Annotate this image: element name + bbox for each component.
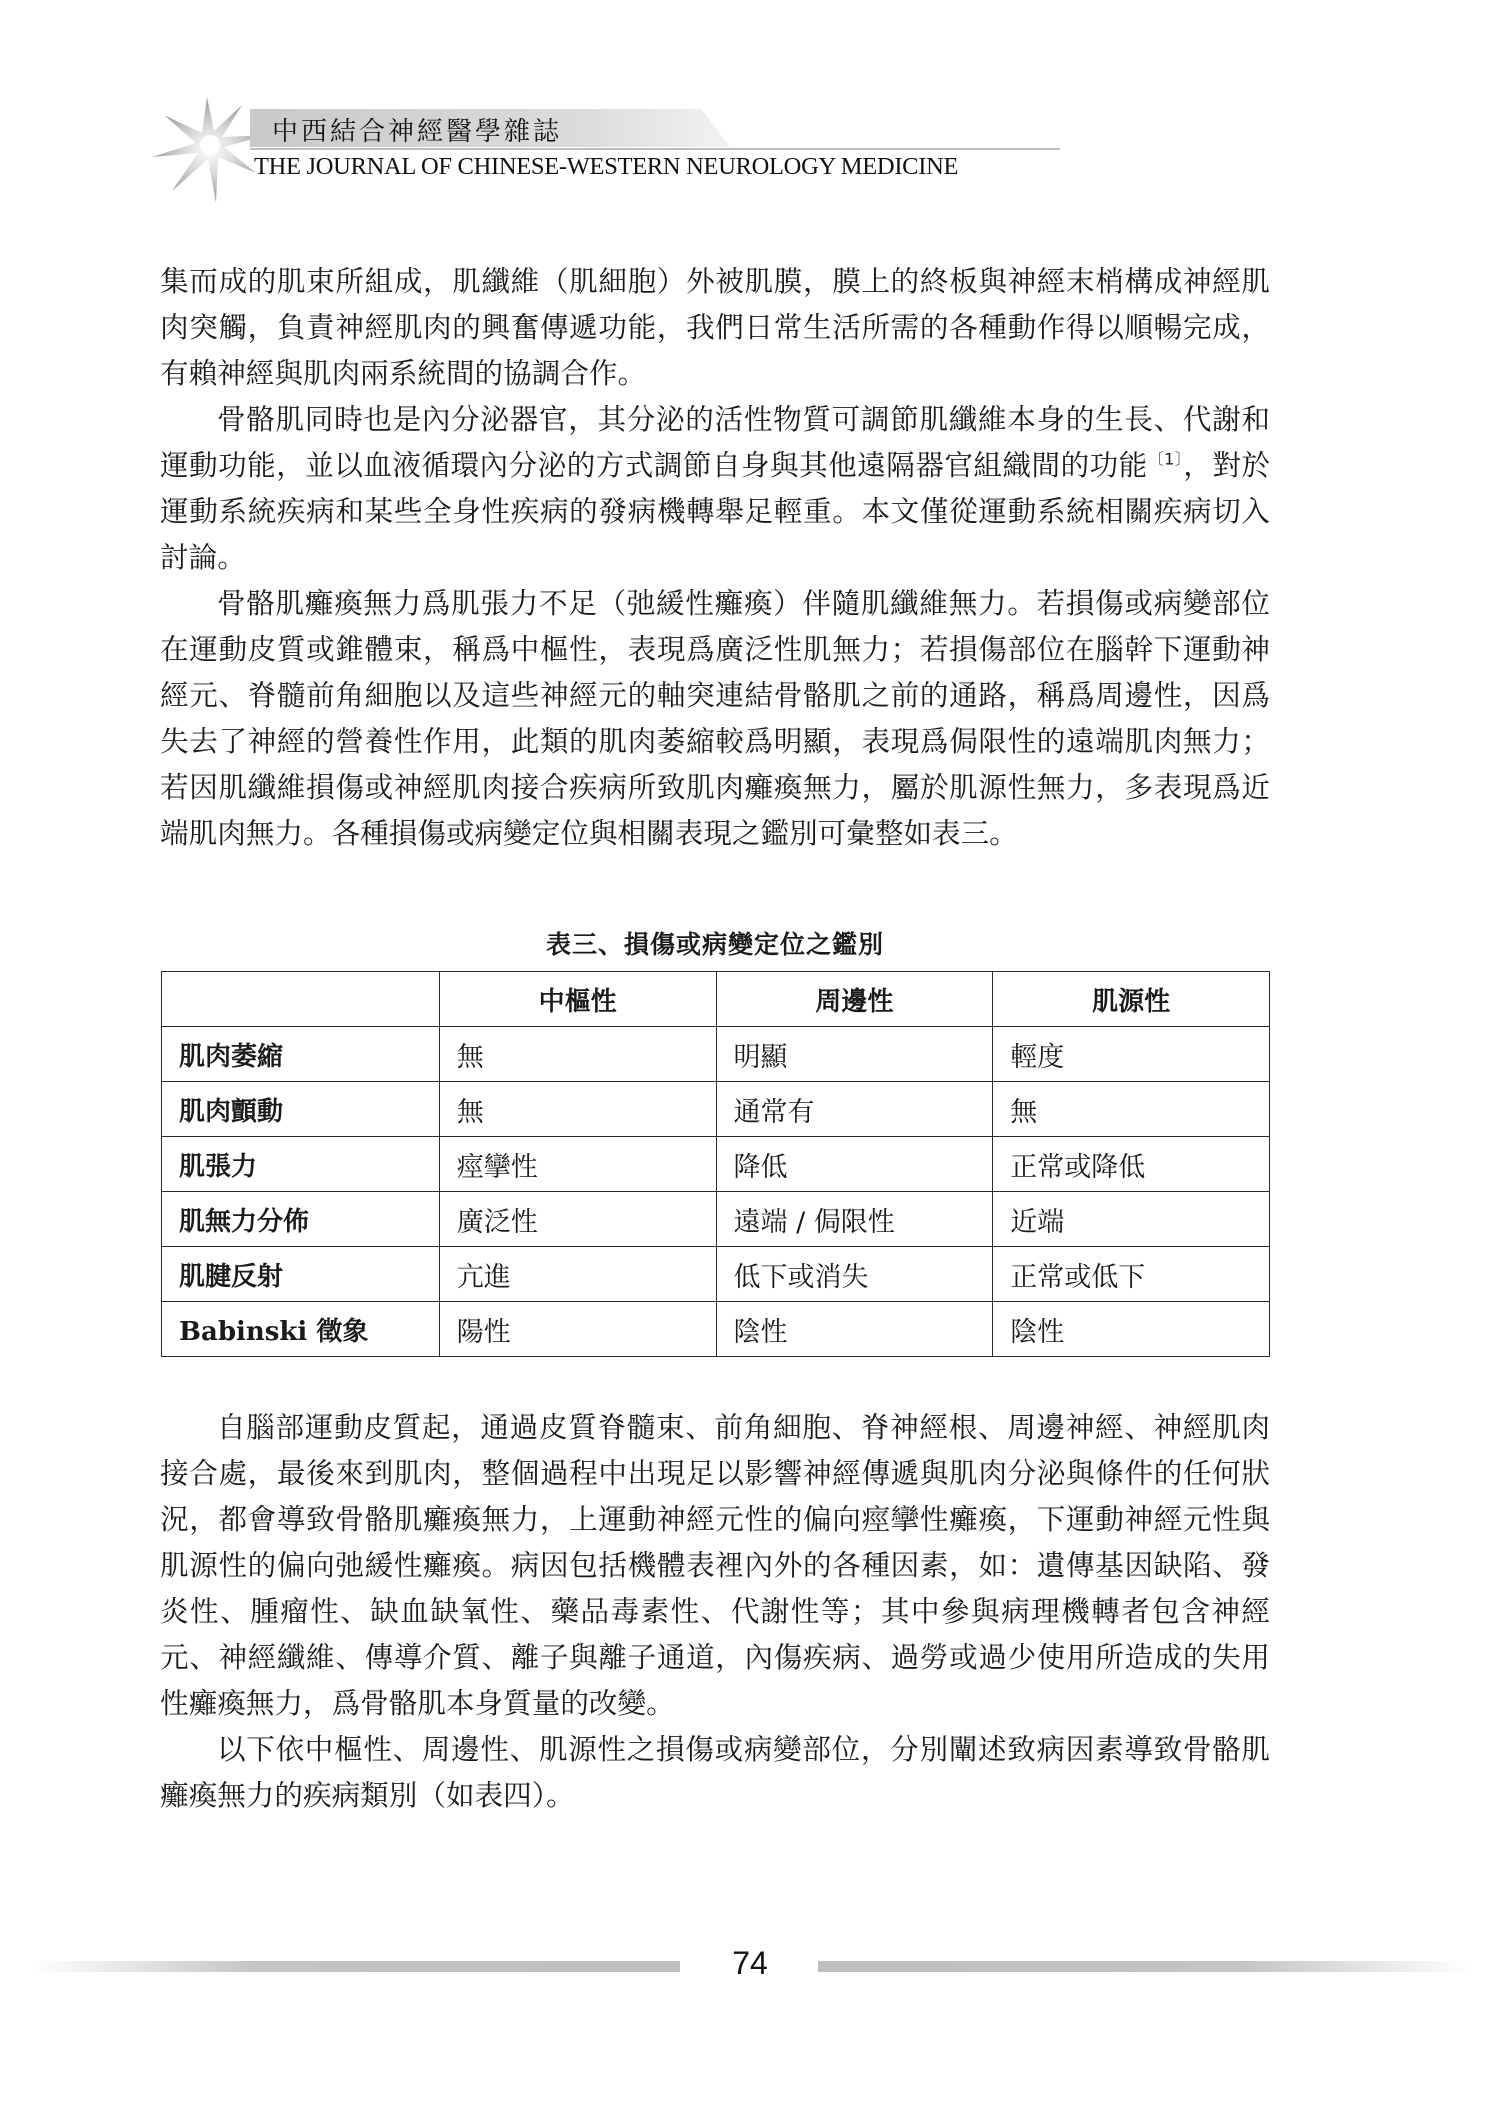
journal-title-english: THE JOURNAL OF CHINESE-WESTERN NEUROLOGY MEDICINE [254,153,959,180]
paragraph: 自腦部運動皮質起，通過皮質脊髓束、前角細胞、脊神經根、周邊神經、神經肌肉接合處，最後來到肌肉，整個過程中出現足以影響神經傳遞與肌肉分泌與條件的任何狀況，都會導致骨骼肌癱瘓無力，上運動神經元性的偏向痙攣性癱瘓，下運動神經元性與肌源性的偏向弛緩性癱瘓。病因包括機體表裡內外的各種因素，如：遺傳基因缺陷、發炎性、腫瘤性、缺血缺氧性、藥品毒素性、代謝性等；其中參與病理機轉者包含神經元、神經纖維、傳導介質、離子與離子通道，內傷疾病、過勞或過少使用所造成的失用性癱瘓無力，爲骨骼肌本身質量的改變。 [160,1410,1270,1720]
footer-rule-left [30,1961,680,1972]
table-cell: 近端 [993,1192,1270,1247]
table-cell: 低下或消失 [716,1247,993,1302]
table-row [162,1082,1270,1137]
row-header: 肌張力 [162,1137,440,1192]
header-divider [250,148,1060,150]
paragraph: 骨骼肌癱瘓無力爲肌張力不足（弛緩性癱瘓）伴隨肌纖維無力。若損傷或病變部位在運動皮質或錐體束，稱爲中樞性，表現爲廣泛性肌無力；若損傷部位在腦幹下運動神經元、脊髓前角細胞以及這些神經元的軸突連結骨骼肌之前的通路，稱爲周邊性，因爲失去了神經的營養性作用，此類的肌肉萎縮較爲明顯，表現爲侷限性的遠端肌肉無力；若因肌纖維損傷或神經肌肉接合疾病所致肌肉癱瘓無力，屬於肌源性無力，多表現爲近端肌肉無力。各種損傷或病變定位與相關表現之鑑別可彙整如表三。 [160,586,1270,850]
table-cell: 無 [993,1082,1270,1137]
table-cell: 正常或降低 [993,1137,1270,1192]
table-title: 表三、損傷或病變定位之鑑別 [545,930,884,959]
table-cell: 降低 [716,1137,993,1192]
table-cell: 陰性 [993,1302,1270,1357]
table-cell: 輕度 [993,1027,1270,1082]
footer-rule-right [818,1961,1470,1972]
table-row [162,1137,1270,1192]
table-cell: 陰性 [716,1302,993,1357]
table-cell: 遠端 / 侷限性 [716,1192,993,1247]
column-header: 中樞性 [439,972,716,1027]
body-text-bottom [160,1404,1270,1818]
table-row [162,1247,1270,1302]
citation-ref: 〔1〕 [1147,449,1184,469]
table-cell: 正常或低下 [993,1247,1270,1302]
body-text-top [160,258,1270,856]
table-cell: 通常有 [716,1082,993,1137]
page-number: 74 [732,1945,768,1981]
paragraph: 集而成的肌束所組成，肌纖維（肌細胞）外被肌膜，膜上的終板與神經末梢構成神經肌肉突觸，負責神經肌肉的興奮傳遞功能，我們日常生活所需的各種動作得以順暢完成，有賴神經與肌肉兩系統間的協調合作。 [160,264,1270,390]
row-header: 肌腱反射 [162,1247,440,1302]
table-cell: 無 [439,1082,716,1137]
column-header: 周邊性 [716,972,993,1027]
lesion-differentiation-table [161,971,1270,1357]
row-header: Babinski 徵象 [162,1302,440,1357]
journal-title-chinese: 中西結合神經醫學雜誌 [272,117,563,147]
journal-header [150,95,1070,195]
table-row [162,1192,1270,1247]
table-cell: 亢進 [439,1247,716,1302]
column-header [162,972,440,1027]
row-header: 肌無力分佈 [162,1192,440,1247]
table-header-row [162,972,1270,1027]
table-cell: 無 [439,1027,716,1082]
table-cell: 廣泛性 [439,1192,716,1247]
row-header: 肌肉萎縮 [162,1027,440,1082]
table-cell: 明顯 [716,1027,993,1082]
paragraph: 以下依中樞性、周邊性、肌源性之損傷或病變部位，分別闡述致病因素導致骨骼肌癱瘓無力的疾病類別（如表四）。 [160,1732,1270,1812]
column-header: 肌源性 [993,972,1270,1027]
row-header: 肌肉顫動 [162,1082,440,1137]
table-row [162,1027,1270,1082]
table-cell: 陽性 [439,1302,716,1357]
paragraph: 骨骼肌同時也是內分泌器官，其分泌的活性物質可調節肌纖維本身的生長、代謝和運動功能，並以血液循環內分泌的方式調節自身與其他遠隔器官組織間的功能$^{〔1〕}$，對於運動系統疾病和某些全身性疾病的發病機轉舉足輕重。本文僅從運動系統相關疾病切入討論。 [160,402,1270,574]
table-row [162,1302,1270,1357]
table-cell: 痙攣性 [439,1137,716,1192]
